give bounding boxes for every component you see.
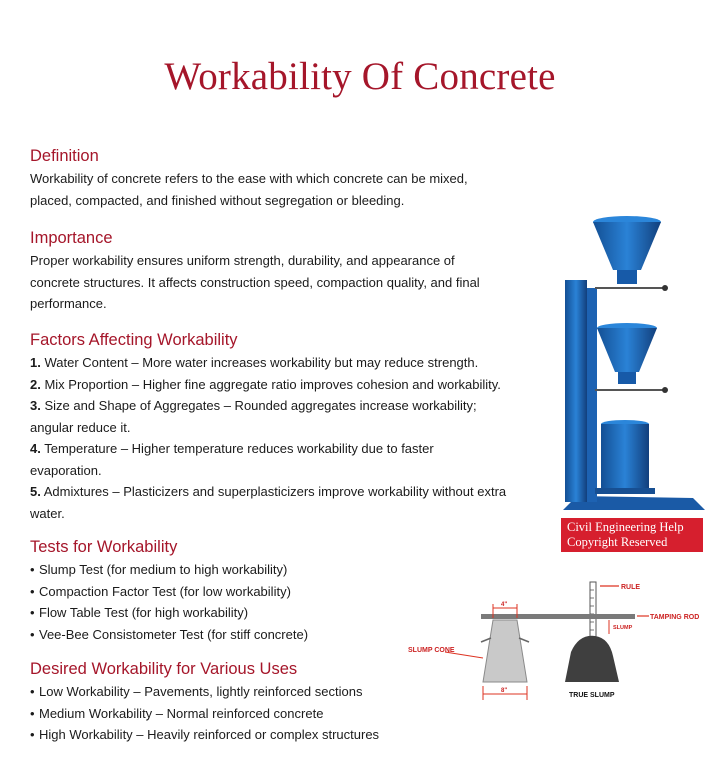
cylinder-plate [595, 488, 655, 494]
factor-item [30, 438, 506, 460]
factor-number: 4. [30, 441, 41, 456]
test-item [30, 559, 308, 581]
use-item [30, 703, 379, 725]
bullet: • [30, 705, 35, 721]
copyright-banner [561, 518, 703, 552]
use-text: High Workability – Heavily reinforced or complex structures [39, 727, 380, 742]
factor-continuation: angular reduce it. [30, 419, 131, 435]
page-title: Workability Of Concrete [164, 55, 556, 98]
apparatus-column [565, 280, 587, 502]
bullet: • [30, 727, 35, 742]
upper-hopper-spout [617, 270, 637, 284]
bullet: • [30, 684, 35, 699]
factor-item [30, 374, 506, 396]
bullet: • [30, 583, 35, 599]
importance-section [30, 228, 480, 315]
factor-text: Temperature – Higher temperature reduces workability due to faster [44, 441, 434, 456]
factor-text: Water Content – More water increases workability but may reduce strength. [44, 355, 479, 370]
factor-text: Mix Proportion – Higher fine aggregate ratio improves cohesion and workability. [44, 376, 501, 392]
slump-cone [483, 620, 527, 682]
bullet: • [30, 626, 35, 642]
importance-line: performance. [30, 296, 107, 311]
bullet: • [30, 562, 35, 577]
middle-knob [662, 387, 668, 393]
definition-line: Workability of concrete refers to the ease with which concrete can be mixed, [30, 171, 468, 186]
upper-knob [662, 285, 668, 291]
tests-section [30, 537, 308, 645]
test-text: Flow Table Test (for high workability) [39, 605, 249, 620]
test-item [30, 581, 308, 603]
tests-heading: Tests for Workability [30, 538, 178, 556]
tamping-rod [481, 614, 635, 619]
importance-heading: Importance [30, 229, 113, 247]
uses-heading: Desired Workability for Various Uses [30, 660, 298, 678]
test-item [30, 624, 308, 646]
factor-continuation: water. [30, 505, 65, 521]
middle-hopper-spout [618, 372, 636, 384]
uses-section [30, 659, 379, 746]
definition-line: placed, compacted, and finished without segregation or bleeding. [30, 192, 405, 208]
rule-label: RULE [621, 584, 641, 591]
factor-text: Size and Shape of Aggregates – Rounded aggregates increase workability; [44, 398, 477, 413]
upper-hopper [593, 222, 661, 270]
definition-heading: Definition [30, 147, 99, 165]
slumped-concrete [565, 636, 619, 682]
factor-item [30, 481, 506, 503]
top-dimension-label: 4" [501, 602, 508, 608]
compaction-factor-apparatus-image [555, 212, 715, 518]
importance-line: concrete structures. It affects construction speed, compaction quality, and final [30, 274, 480, 290]
slump-label: SLUMP [613, 625, 633, 631]
test-text: Compaction Factor Test (for low workability) [39, 583, 291, 599]
factors-section [30, 330, 506, 524]
bottom-dimension-label: 8" [501, 688, 508, 694]
cylinder-mould [601, 424, 649, 488]
factor-continuation: evaporation. [30, 462, 102, 478]
definition-section [30, 146, 468, 211]
factor-number: 2. [30, 376, 41, 392]
apparatus-column-side [587, 288, 597, 502]
factor-number: 3. [30, 398, 41, 413]
factor-number: 1. [30, 355, 41, 370]
factors-heading: Factors Affecting Workability [30, 331, 238, 349]
factor-number: 5. [30, 484, 41, 499]
slump-cone-label: SLUMP CONE [408, 647, 455, 654]
tamping-rod-label: TAMPING ROD [650, 614, 700, 621]
test-item [30, 602, 308, 624]
middle-hopper [597, 328, 657, 372]
use-item [30, 681, 379, 703]
true-slump-label: TRUE SLUMP [569, 692, 615, 699]
use-text: Medium Workability – Normal reinforced concrete [39, 705, 324, 721]
importance-line: Proper workability ensures uniform strength, durability, and appearance of [30, 253, 455, 268]
test-text: Vee-Bee Consistometer Test (for stiff concrete) [39, 626, 309, 642]
slump-test-diagram [405, 572, 715, 708]
copyright-line: Civil Engineering Help [567, 520, 684, 534]
bullet: • [30, 605, 35, 620]
factor-item [30, 395, 506, 417]
factor-text: Admixtures – Plasticizers and superplasticizers improve workability without extra [43, 484, 507, 499]
use-text: Low Workability – Pavements, lightly reinforced sections [39, 684, 363, 699]
test-text: Slump Test (for medium to high workability) [39, 562, 288, 577]
factor-item [30, 352, 506, 374]
use-item [30, 724, 379, 746]
copyright-line: Copyright Reserved [567, 535, 668, 549]
